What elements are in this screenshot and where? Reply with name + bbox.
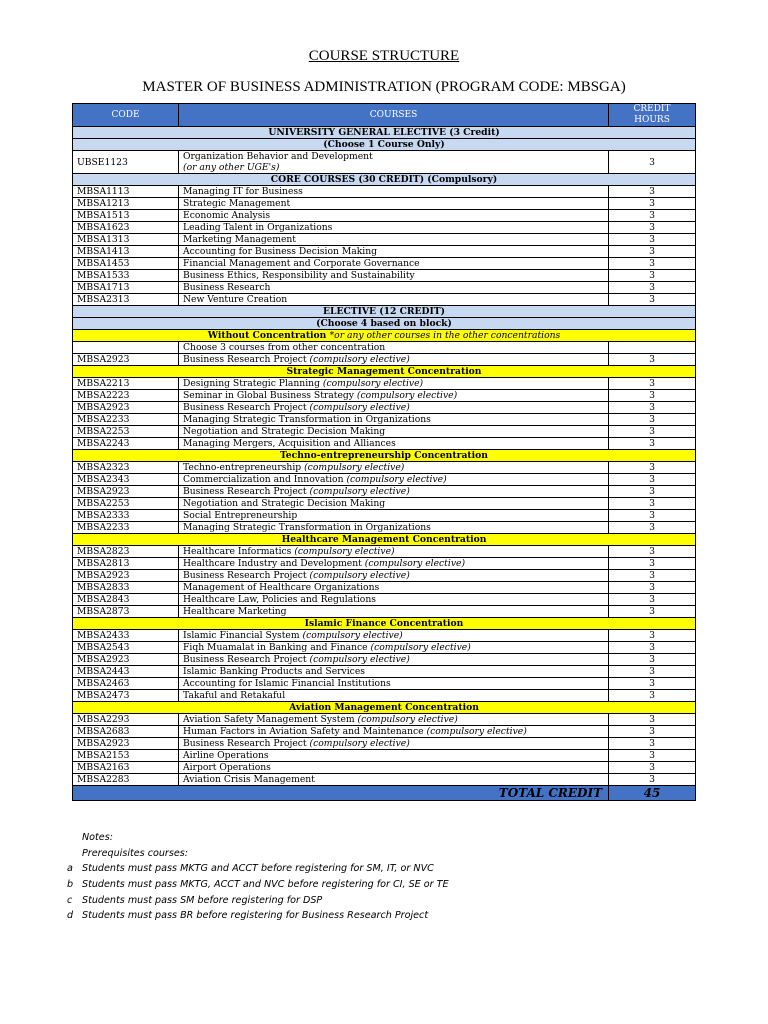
course-code: MBSA2543: [73, 642, 179, 654]
course-name: Commercialization and Innovation: [183, 474, 344, 485]
section-title-text: (Choose 1 Course Only): [323, 139, 445, 150]
course-name-cell: [179, 186, 609, 198]
course-code: MBSA2473: [73, 690, 179, 702]
course-code: MBSA1533: [73, 270, 179, 282]
section-title: [73, 366, 696, 378]
course-elective-tag: (compulsory elective): [309, 402, 410, 413]
table-row: [73, 726, 696, 738]
section-title-text: ELECTIVE (12 CREDIT): [323, 306, 445, 317]
credit-hours: 3: [609, 270, 696, 282]
section-header-row: [73, 174, 696, 186]
course-name: Choose 3 courses from other concentration: [183, 342, 386, 353]
table-row: [73, 354, 696, 366]
course-name: Marketing Management: [183, 234, 296, 245]
credit-hours: 3: [609, 546, 696, 558]
course-name: Aviation Crisis Management: [183, 774, 315, 785]
section-title: [73, 534, 696, 546]
course-name: Managing Strategic Transformation in Organizations: [183, 522, 431, 533]
course-name-cell: [179, 294, 609, 306]
table-row: [73, 426, 696, 438]
total-value: 45: [609, 786, 696, 801]
course-code: MBSA2323: [73, 462, 179, 474]
credit-hours: 3: [609, 151, 696, 174]
course-name-cell: [179, 270, 609, 282]
credit-hours: 3: [609, 738, 696, 750]
course-name: Islamic Banking Products and Services: [183, 666, 365, 677]
section-title: [73, 139, 696, 151]
course-name-cell: [179, 438, 609, 450]
credit-hours: 3: [609, 606, 696, 618]
note-marker: b: [67, 879, 74, 891]
course-code: MBSA2213: [73, 378, 179, 390]
note-text: Students must pass BR before registering for Business Research Project: [82, 910, 429, 922]
course-code: MBSA2823: [73, 546, 179, 558]
course-name: Human Factors in Aviation Safety and Maintenance: [183, 726, 424, 737]
course-name-cell: [179, 462, 609, 474]
course-code: MBSA2873: [73, 606, 179, 618]
section-title: [73, 127, 696, 139]
course-name: Healthcare Law, Policies and Regulations: [183, 594, 376, 605]
credit-hours: 3: [609, 234, 696, 246]
section-header-row: [73, 318, 696, 330]
course-code: MBSA2443: [73, 666, 179, 678]
course-name: Negotiation and Strategic Decision Making: [183, 498, 386, 509]
credit-hours: 3: [609, 522, 696, 534]
course-code: MBSA1413: [73, 246, 179, 258]
header-courses: COURSES: [179, 104, 609, 127]
note-marker: d: [67, 910, 74, 922]
table-row: [73, 738, 696, 750]
course-code: MBSA2843: [73, 594, 179, 606]
table-row: [73, 558, 696, 570]
course-name-cell: [179, 738, 609, 750]
course-elective-tag: (compulsory elective): [356, 390, 458, 401]
course-name-cell: [179, 522, 609, 534]
section-title: [73, 450, 696, 462]
table-row: [73, 151, 696, 174]
course-name: Airport Operations: [183, 762, 271, 773]
credit-hours: 3: [609, 222, 696, 234]
course-name: Business Research Project: [183, 570, 307, 581]
credit-hours: 3: [609, 570, 696, 582]
course-name-cell: [179, 210, 609, 222]
course-name: Business Research: [183, 282, 271, 293]
course-elective-tag: (compulsory elective): [370, 642, 471, 653]
total-label: TOTAL CREDIT: [73, 786, 609, 801]
table-row: [73, 594, 696, 606]
course-name-cell: [179, 282, 609, 294]
credit-hours: 3: [609, 582, 696, 594]
credit-hours: [609, 342, 696, 354]
course-name: Business Ethics, Responsibility and Sustainability: [183, 270, 415, 281]
course-name: Aviation Safety Management System: [183, 714, 355, 725]
section-header-row: [73, 618, 696, 630]
course-code: MBSA1213: [73, 198, 179, 210]
header-code: CODE: [73, 104, 179, 127]
course-code: MBSA2833: [73, 582, 179, 594]
credit-hours: 3: [609, 558, 696, 570]
section-title-text: Aviation Management Concentration: [289, 702, 479, 713]
table-row: [73, 234, 696, 246]
course-name-cell: [179, 546, 609, 558]
course-name-cell: [179, 570, 609, 582]
course-name: Business Research Project: [183, 402, 307, 413]
course-code: MBSA2813: [73, 558, 179, 570]
credit-hours: 3: [609, 258, 696, 270]
course-elective-tag: (compulsory elective): [309, 486, 410, 497]
header-credit-hours: [609, 104, 696, 127]
course-name-cell: [179, 402, 609, 414]
table-row: [73, 654, 696, 666]
note-text: Students must pass MKTG, ACCT and NVC before registering for CI, SE or TE: [82, 879, 449, 891]
course-code: UBSE1123: [73, 151, 179, 174]
course-name: Accounting for Islamic Financial Institutions: [183, 678, 391, 689]
course-name-cell: [179, 678, 609, 690]
section-title-text: Islamic Finance Concentration: [304, 618, 464, 629]
course-code: MBSA2283: [73, 774, 179, 786]
course-elective-tag: (compulsory elective): [357, 714, 458, 725]
table-row: [73, 378, 696, 390]
course-code: MBSA1453: [73, 258, 179, 270]
section-title-text: UNIVERSITY GENERAL ELECTIVE (3 Credit): [268, 127, 500, 138]
course-code: MBSA2683: [73, 726, 179, 738]
credit-hours: 3: [609, 462, 696, 474]
course-code: MBSA2313: [73, 294, 179, 306]
course-code: MBSA2343: [73, 474, 179, 486]
table-row: [73, 750, 696, 762]
course-name-cell: [179, 426, 609, 438]
course-elective-tag: (compulsory elective): [309, 738, 410, 749]
header-credit-line1: CREDIT: [633, 104, 671, 114]
course-name: Leading Talent in Organizations: [183, 222, 333, 233]
table-row: [73, 678, 696, 690]
course-elective-tag: (compulsory elective): [322, 378, 424, 389]
table-row: [73, 642, 696, 654]
credit-hours: 3: [609, 486, 696, 498]
course-name: Fiqh Muamalat in Banking and Finance: [183, 642, 368, 653]
credit-hours: 3: [609, 378, 696, 390]
course-name: Financial Management and Corporate Governance: [183, 258, 420, 269]
table-row: [73, 474, 696, 486]
course-code: MBSA2253: [73, 426, 179, 438]
course-code: MBSA2233: [73, 522, 179, 534]
note-text: Students must pass MKTG and ACCT before registering for SM, IT, or NVC: [82, 863, 434, 875]
section-header-row: [73, 127, 696, 139]
table-row: [73, 522, 696, 534]
note-text: Students must pass SM before registering for DSP: [82, 894, 323, 906]
course-code: MBSA1713: [73, 282, 179, 294]
course-name-cell: [179, 234, 609, 246]
course-name: Business Research Project: [183, 654, 307, 665]
section-title: [73, 174, 696, 186]
course-code: MBSA1313: [73, 234, 179, 246]
credit-hours: 3: [609, 246, 696, 258]
table-row: [73, 198, 696, 210]
credit-hours: 3: [609, 294, 696, 306]
section-title: [73, 306, 696, 318]
course-code: MBSA2923: [73, 738, 179, 750]
course-code: MBSA1513: [73, 210, 179, 222]
course-elective-tag: (compulsory elective): [309, 570, 410, 581]
course-code: MBSA2923: [73, 486, 179, 498]
table-row: [73, 606, 696, 618]
course-code: MBSA2253: [73, 498, 179, 510]
document-subtitle: MASTER OF BUSINESS ADMINISTRATION (PROGRAM CODE: MBSGA): [142, 79, 626, 95]
note-item: [67, 877, 449, 893]
section-title: [73, 318, 696, 330]
table-row: [73, 462, 696, 474]
course-code: MBSA2333: [73, 510, 179, 522]
credit-hours: 3: [609, 414, 696, 426]
course-name-cell: [179, 606, 609, 618]
course-name: Business Research Project: [183, 354, 307, 365]
notes-prereq: Prerequisites courses:: [82, 847, 188, 859]
table-row: [73, 342, 696, 354]
credit-hours: 3: [609, 390, 696, 402]
table-row: [73, 570, 696, 582]
course-code: MBSA2463: [73, 678, 179, 690]
credit-hours: 3: [609, 630, 696, 642]
table-row: [73, 294, 696, 306]
course-code: MBSA2923: [73, 354, 179, 366]
credit-hours: 3: [609, 594, 696, 606]
course-name-cell: [179, 378, 609, 390]
course-structure-table: [72, 103, 696, 801]
table-row: [73, 282, 696, 294]
credit-hours: 3: [609, 210, 696, 222]
course-name-cell: [179, 642, 609, 654]
course-name-cell: [179, 414, 609, 426]
table-row: [73, 546, 696, 558]
course-subnote: (or any other UGE's): [183, 162, 280, 173]
credit-hours: 3: [609, 774, 696, 786]
table-row: [73, 498, 696, 510]
course-name-cell: [179, 246, 609, 258]
credit-hours: 3: [609, 678, 696, 690]
section-title-text: Healthcare Management Concentration: [281, 534, 487, 545]
course-name-cell: [179, 151, 609, 174]
course-name: New Venture Creation: [183, 294, 288, 305]
course-name: Takaful and Retakaful: [183, 690, 286, 701]
table-row: [73, 438, 696, 450]
course-name: Healthcare Marketing: [183, 606, 287, 617]
course-name: Strategic Management: [183, 198, 291, 209]
credit-hours: 3: [609, 402, 696, 414]
section-title-text: CORE COURSES (30 CREDIT) (Compulsory): [270, 174, 498, 185]
table-row: [73, 222, 696, 234]
course-name: Designing Strategic Planning: [183, 378, 320, 389]
course-name: Economic Analysis: [183, 210, 271, 221]
course-code: MBSA2163: [73, 762, 179, 774]
course-code: [73, 342, 179, 354]
course-elective-tag: (compulsory elective): [426, 726, 527, 737]
table-row: [73, 414, 696, 426]
course-name: Managing Strategic Transformation in Organizations: [183, 414, 431, 425]
credit-hours: 3: [609, 666, 696, 678]
note-item: [67, 908, 449, 924]
table-row: [73, 186, 696, 198]
section-header-row: [73, 139, 696, 151]
course-name-cell: [179, 354, 609, 366]
course-name-cell: [179, 498, 609, 510]
course-name-cell: [179, 774, 609, 786]
course-name-cell: [179, 486, 609, 498]
table-row: [73, 210, 696, 222]
course-elective-tag: (compulsory elective): [302, 630, 403, 641]
course-code: MBSA2243: [73, 438, 179, 450]
course-name-cell: [179, 342, 609, 354]
credit-hours: 3: [609, 474, 696, 486]
course-name-cell: [179, 510, 609, 522]
course-name: Organization Behavior and Development: [183, 151, 373, 162]
table-header-row: [73, 104, 696, 127]
course-elective-tag: (compulsory elective): [309, 654, 410, 665]
header-credit-line2: HOURS: [634, 115, 670, 125]
table-row: [73, 270, 696, 282]
course-name-cell: [179, 726, 609, 738]
course-name-cell: [179, 666, 609, 678]
course-elective-tag: (compulsory elective): [304, 462, 405, 473]
table-row: [73, 390, 696, 402]
notes-heading: Notes:: [82, 832, 113, 843]
credit-hours: 3: [609, 762, 696, 774]
table-row: [73, 774, 696, 786]
course-name-cell: [179, 690, 609, 702]
course-elective-tag: (compulsory elective): [364, 558, 466, 569]
total-row: [73, 786, 696, 801]
credit-hours: 3: [609, 510, 696, 522]
section-title: [73, 618, 696, 630]
section-header-row: [73, 450, 696, 462]
course-code: MBSA2153: [73, 750, 179, 762]
table-row: [73, 486, 696, 498]
note-marker: c: [67, 894, 73, 906]
course-name: Islamic Financial System: [183, 630, 300, 641]
course-code: MBSA2433: [73, 630, 179, 642]
section-header-row: [73, 306, 696, 318]
course-name-cell: [179, 558, 609, 570]
table-row: [73, 762, 696, 774]
section-title-text: Techno-entrepreneurship Concentration: [280, 450, 488, 461]
course-name: Seminar in Global Business Strategy: [183, 390, 354, 401]
course-code: MBSA2223: [73, 390, 179, 402]
section-header-row: [73, 702, 696, 714]
note-item: [67, 893, 449, 909]
course-code: MBSA2923: [73, 402, 179, 414]
course-code: MBSA2923: [73, 654, 179, 666]
credit-hours: 3: [609, 498, 696, 510]
course-name-cell: [179, 654, 609, 666]
course-name-cell: [179, 474, 609, 486]
course-elective-tag: (compulsory elective): [294, 546, 395, 557]
table-row: [73, 246, 696, 258]
course-name: Accounting for Business Decision Making: [183, 246, 378, 257]
notes-block: [67, 830, 449, 922]
course-code: MBSA1623: [73, 222, 179, 234]
credit-hours: 3: [609, 726, 696, 738]
course-name: Negotiation and Strategic Decision Making: [183, 426, 386, 437]
course-name-cell: [179, 594, 609, 606]
course-code: MBSA2923: [73, 570, 179, 582]
note-marker: a: [67, 863, 73, 875]
course-name-cell: [179, 390, 609, 402]
course-name: Healthcare Industry and Development: [183, 558, 362, 569]
credit-hours: 3: [609, 750, 696, 762]
course-name-cell: [179, 582, 609, 594]
document-title: COURSE STRUCTURE: [308, 48, 460, 64]
table-row: [73, 258, 696, 270]
course-name: Managing Mergers, Acquisition and Alliances: [183, 438, 396, 449]
section-header-row: [73, 366, 696, 378]
credit-hours: 3: [609, 438, 696, 450]
course-name: Social Entrepreneurship: [183, 510, 298, 521]
table-body: [73, 127, 696, 786]
credit-hours: 3: [609, 198, 696, 210]
course-name-cell: [179, 258, 609, 270]
course-name-cell: [179, 222, 609, 234]
course-code: MBSA2233: [73, 414, 179, 426]
course-name-cell: [179, 198, 609, 210]
section-title: [73, 702, 696, 714]
section-title-text: Without Concentration: [207, 330, 327, 341]
section-header-row: [73, 330, 696, 342]
credit-hours: 3: [609, 282, 696, 294]
course-elective-tag: (compulsory elective): [346, 474, 447, 485]
course-name-cell: [179, 714, 609, 726]
section-title-text: Strategic Management Concentration: [286, 366, 482, 377]
course-elective-tag: (compulsory elective): [309, 354, 410, 365]
section-header-row: [73, 534, 696, 546]
course-name-cell: [179, 750, 609, 762]
table-row: [73, 630, 696, 642]
course-name: Airline Operations: [183, 750, 269, 761]
credit-hours: 3: [609, 426, 696, 438]
credit-hours: 3: [609, 642, 696, 654]
table-row: [73, 582, 696, 594]
note-item: [67, 861, 449, 877]
table-row: [73, 690, 696, 702]
course-name: Healthcare Informatics: [183, 546, 292, 557]
table-row: [73, 510, 696, 522]
course-name: Techno-entrepreneurship: [183, 462, 302, 473]
course-code: MBSA1113: [73, 186, 179, 198]
credit-hours: 3: [609, 186, 696, 198]
table-row: [73, 666, 696, 678]
credit-hours: 3: [609, 354, 696, 366]
course-name-cell: [179, 630, 609, 642]
credit-hours: 3: [609, 654, 696, 666]
table-row: [73, 714, 696, 726]
section-title: [73, 330, 696, 342]
course-name: Managing IT for Business: [183, 186, 303, 197]
course-code: MBSA2293: [73, 714, 179, 726]
credit-hours: 3: [609, 714, 696, 726]
section-note: *or any other courses in the other concentrations: [329, 330, 561, 341]
credit-hours: 3: [609, 690, 696, 702]
course-name: Business Research Project: [183, 486, 307, 497]
notes-items: [67, 861, 449, 922]
course-name-cell: [179, 762, 609, 774]
table-row: [73, 402, 696, 414]
course-name: Management of Healthcare Organizations: [183, 582, 380, 593]
course-name: Business Research Project: [183, 738, 307, 749]
section-title-text: (Choose 4 based on block): [316, 318, 452, 329]
